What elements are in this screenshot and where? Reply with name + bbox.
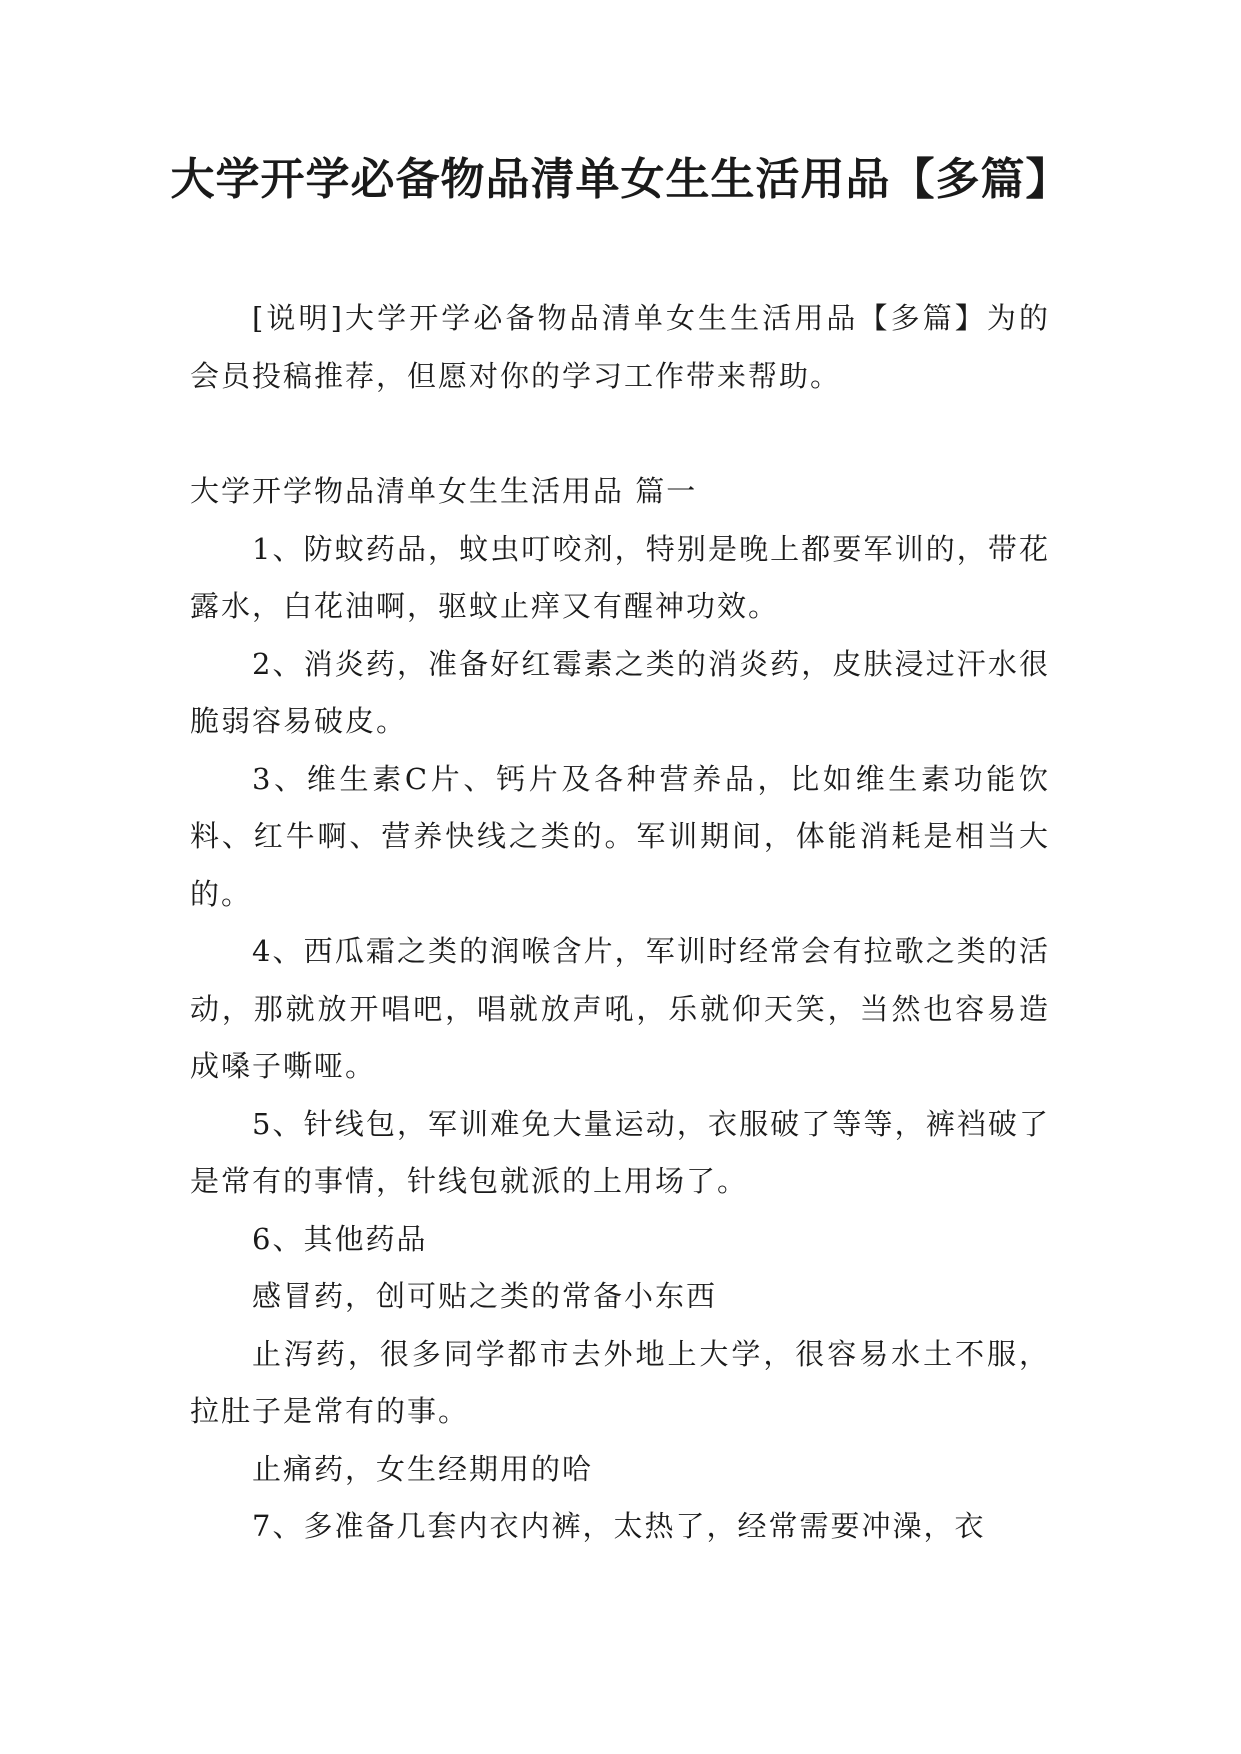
list-item-7: 7、多准备几套内衣内裤，太热了，经常需要冲澡，衣 [252,1509,986,1543]
list-item-3: 3、维生素C片、钙片及各种营养品，比如维生素功能饮料、红牛啊、营养快线之类的。军训期间，体能消耗是相当大的。 [190,761,1050,911]
section-heading: 大学开学物品清单女生生活用品 篇一 [190,474,698,508]
sub-item-antidiarrheal: 止泻药，很多同学都市去外地上大学，很容易水土不服，拉肚子是常有的事。 [190,1336,1050,1428]
list-item-6: 6、其他药品 [252,1221,428,1256]
list-item-4: 4、西瓜霜之类的润喉含片，军训时经常会有拉歌之类的活动，那就放开唱吧，唱就放声吼，乐就仰天笑，当然也容易造成嗓子嘶哑。 [190,934,1050,1083]
paragraph-spacer [190,405,1050,463]
list-item-1: 1、防蚊药品，蚊虫叮咬剂，特别是晚上都要军训的，带花露水，白花油啊，驱蚊止痒又有醒神功效。 [190,531,1050,623]
document-body [190,290,1050,1556]
intro-paragraph: [说明]大学开学必备物品清单女生生活用品【多篇】为的会员投稿推荐，但愿对你的学习工作带来帮助。 [190,301,1050,393]
list-item-2: 2、消炎药，准备好红霉素之类的消炎药，皮肤浸过汗水很脆弱容易破皮。 [190,646,1050,738]
list-item-5: 5、针线包，军训难免大量运动，衣服破了等等，裤裆破了是常有的事情，针线包就派的上用场了。 [190,1106,1050,1198]
document-title: 大学开学必备物品清单女生生活用品【多篇】 [170,154,1071,205]
sub-item-cold-medicine: 感冒药，创可贴之类的常备小东西 [252,1279,718,1313]
sub-item-painkiller: 止痛药，女生经期用的哈 [252,1451,594,1486]
